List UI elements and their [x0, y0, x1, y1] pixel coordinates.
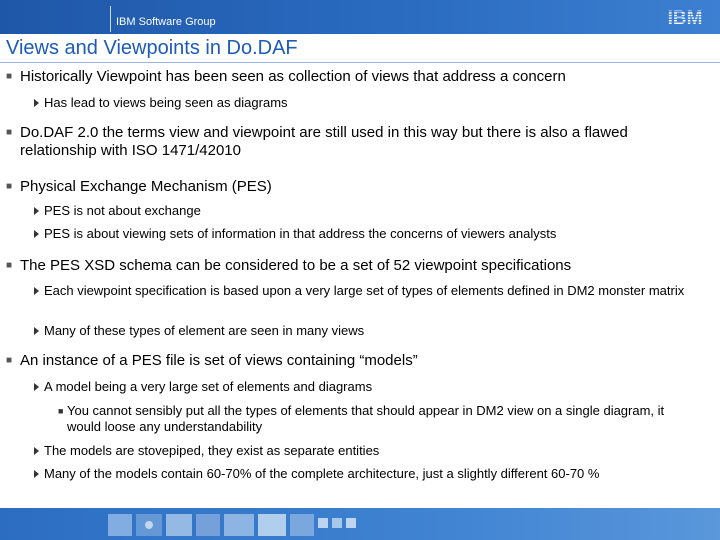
bullet-1-1: Has lead to views being seen as diagrams	[34, 95, 704, 111]
bullet-5-2: The models are stovepiped, they exist as separate entities	[34, 443, 704, 459]
triangle-bullet-icon	[34, 470, 39, 478]
triangle-bullet-icon	[34, 207, 39, 215]
square-bullet-icon: ■	[6, 181, 13, 192]
ibm-logo-text: IBM	[667, 8, 703, 27]
square-bullet-icon: ■	[6, 355, 13, 366]
bullet-5-1: A model being a very large set of elements and diagrams	[34, 379, 704, 395]
bullet-5-1-1: ■ You cannot sensibly put all the types of elements that should appear in DM2 view on a single diagram, it would loose any understandability	[58, 403, 665, 434]
bullet-3-2: PES is about viewing sets of information in that address the concerns of viewers analysts	[34, 226, 710, 242]
bullet-4-2: Many of these types of element are seen in many views	[34, 323, 704, 339]
bullet-1: ■ Historically Viewpoint has been seen as collection of views that address a concern	[6, 68, 566, 85]
triangle-bullet-icon	[34, 287, 39, 295]
square-bullet-icon: ■	[6, 260, 13, 271]
group-label: IBM Software Group	[116, 16, 216, 28]
triangle-bullet-icon	[34, 327, 39, 335]
square-bullet-icon: ■	[6, 71, 13, 82]
triangle-bullet-icon	[34, 447, 39, 455]
bullet-4-1: Each viewpoint specification is based upon a very large set of types of elements defined in DM2 monster matrix	[34, 283, 698, 299]
square-bullet-icon: ■	[58, 406, 64, 416]
triangle-bullet-icon	[34, 99, 39, 107]
triangle-bullet-icon	[34, 383, 39, 391]
bullet-3: ■ Physical Exchange Mechanism (PES)	[6, 178, 272, 195]
footer-photo-strip	[0, 508, 720, 540]
bullet-3-1: PES is not about exchange	[34, 203, 704, 219]
footer-bar	[0, 508, 720, 540]
bullet-4: ■ The PES XSD schema can be considered to be a set of 52 viewpoint specifications	[6, 257, 572, 274]
square-bullet-icon: ■	[6, 127, 13, 138]
bullet-2: ■ Do.DAF 2.0 the terms view and viewpoint are still used in this way but there is also a flawed relationship with ISO 1471/42010	[6, 124, 628, 159]
bullet-5: ■ An instance of a PES file is set of views containing “models”	[6, 352, 418, 369]
triangle-bullet-icon	[34, 230, 39, 238]
page-title: Views and Viewpoints in Do.DAF	[6, 37, 298, 59]
bullet-5-3: Many of the models contain 60-70% of the complete architecture, just a slightly different 60-70 %	[34, 466, 708, 482]
